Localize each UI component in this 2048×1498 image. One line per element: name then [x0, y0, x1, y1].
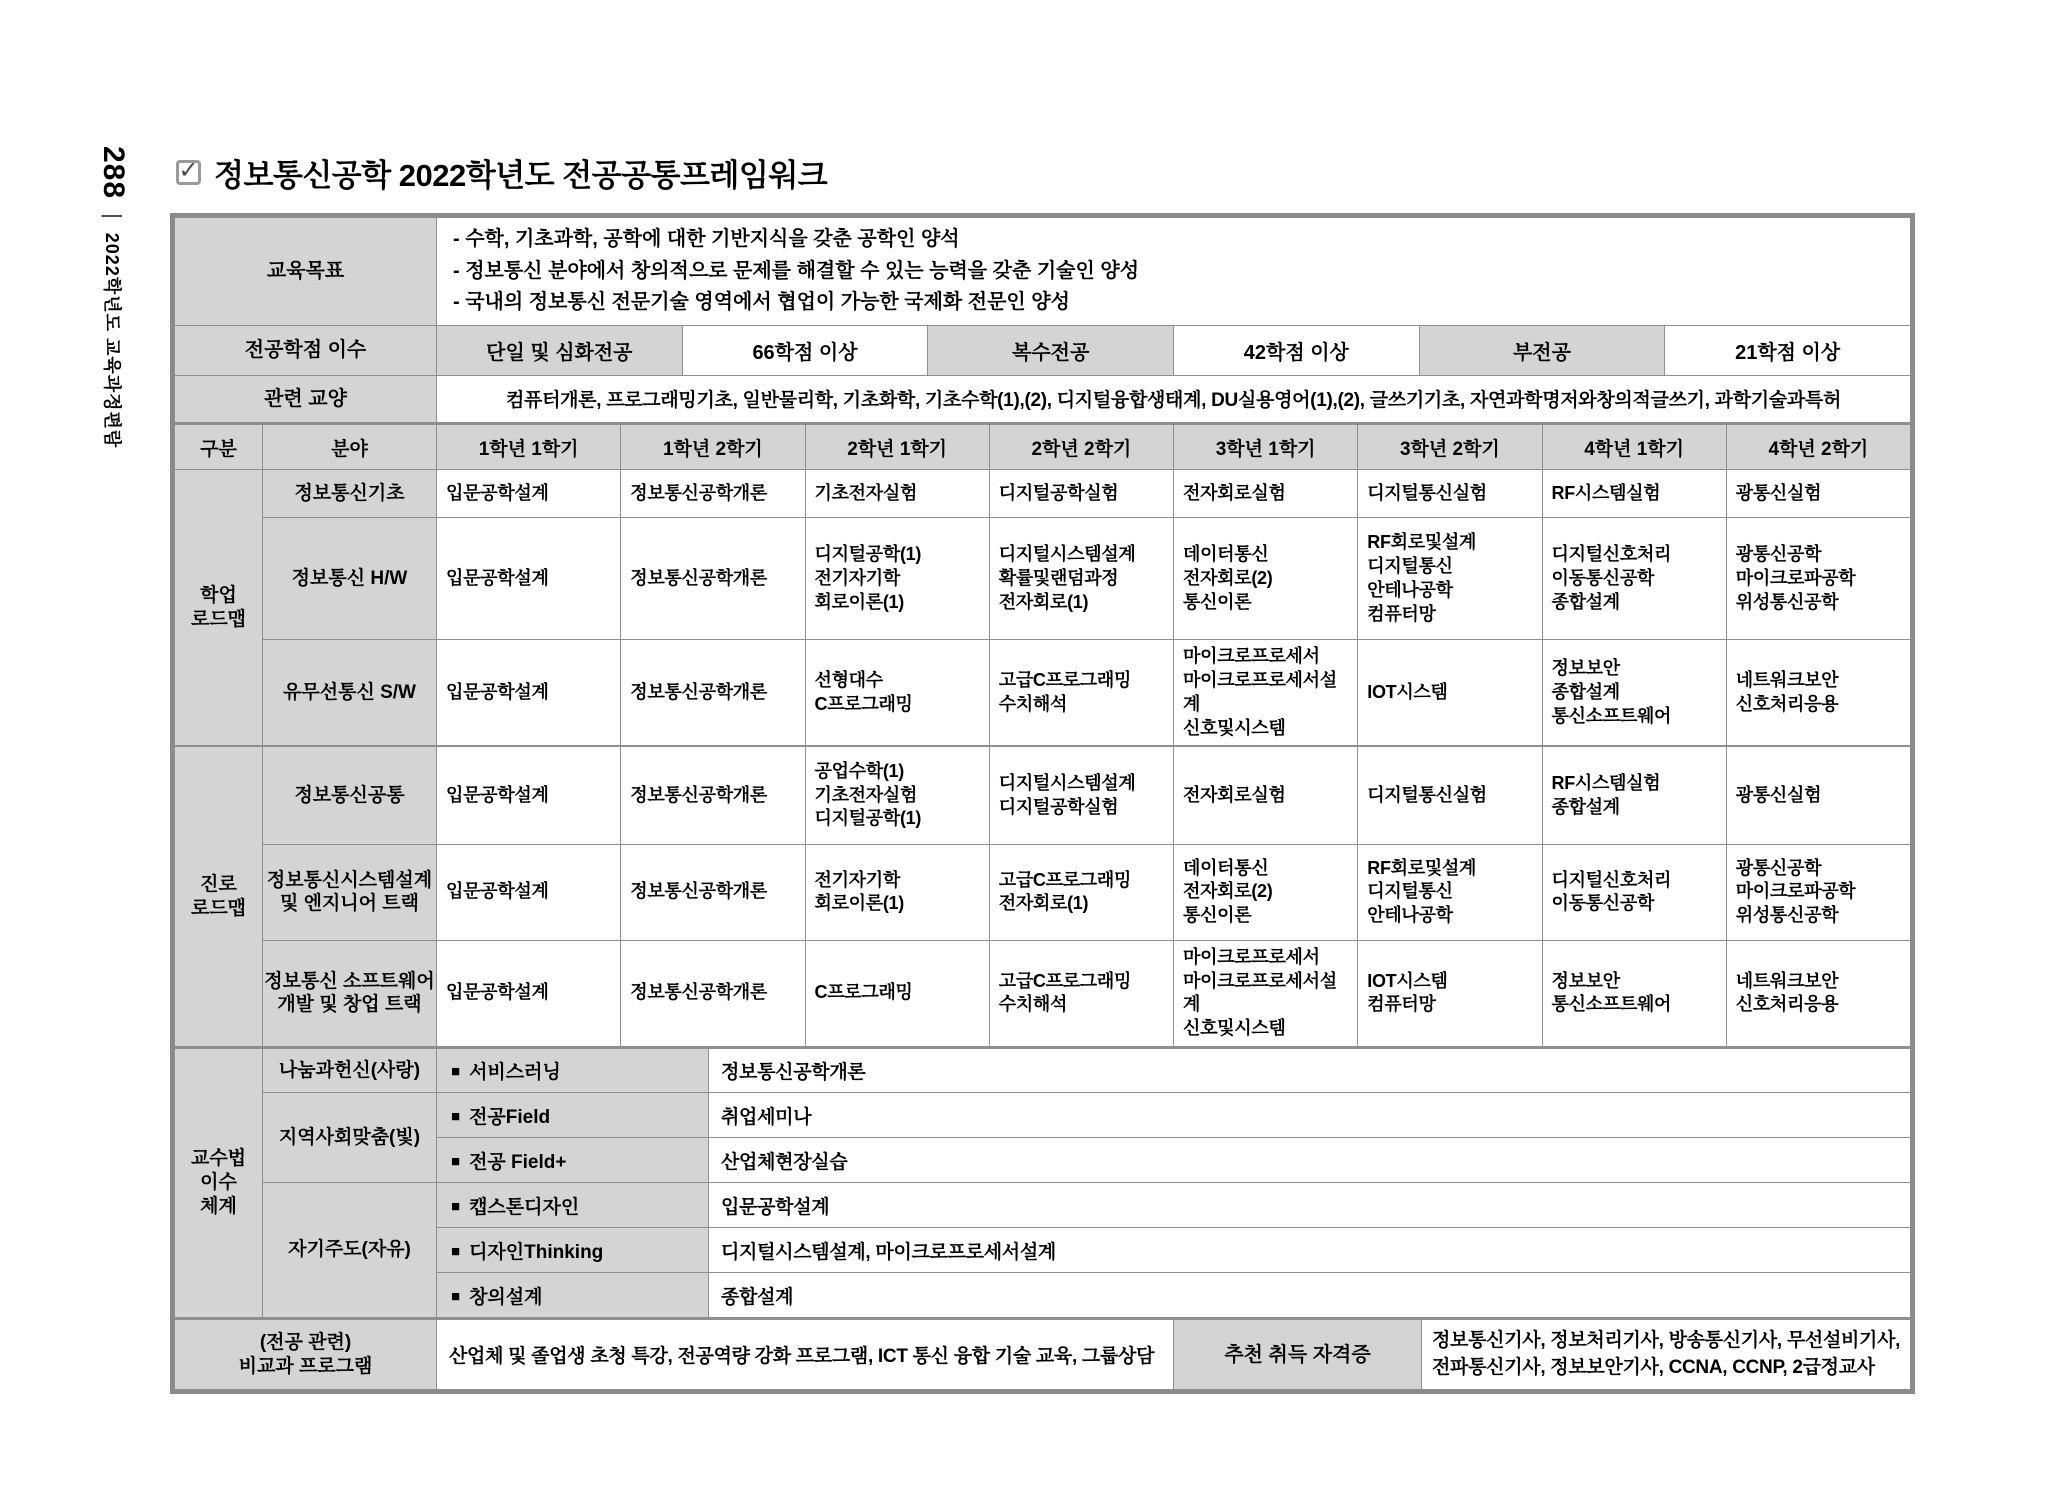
course-cell: 디지털공학실험 [989, 470, 1173, 518]
table-row [175, 844, 1911, 940]
course-cell: IOT시스템 컴퓨터망 [1358, 940, 1542, 1046]
grid-header-row [175, 424, 1911, 470]
course-cell: 입문공학설계 [437, 940, 621, 1046]
course-cell: 전기자기학 회로이론(1) [805, 844, 989, 940]
col-header: 구분 [175, 424, 263, 470]
table-row [175, 1048, 1911, 1093]
field-label: 자기주도(자유) [263, 1183, 437, 1318]
course-cell: 입문공학설계 [437, 844, 621, 940]
field-label: 정보통신 H/W [263, 518, 437, 640]
course-cell: 광통신실험 [1726, 746, 1910, 844]
teaching-method-table [174, 1047, 1911, 1319]
method-label: 전공Field [469, 1106, 551, 1128]
method-course: 디지털시스템설계, 마이크로프로세서설계 [709, 1228, 1911, 1273]
liberal-arts-content: 컴퓨터개론, 프로그래밍기초, 일반물리학, 기초화학, 기초수학(1),(2), 디지털융합생태계, DU실용영어(1),(2), 글쓰기기초, 자연과학명저와창의적글쓰기, 과학기술과특허 [437, 375, 1911, 422]
course-cell: 광통신공학 마이크로파공학 위성통신공학 [1726, 518, 1910, 640]
course-cell: 디지털시스템설계 디지털공학실험 [989, 746, 1173, 844]
col-header: 3학년 1학기 [1174, 424, 1358, 470]
course-cell: 광통신공학 마이크로파공학 위성통신공학 [1726, 844, 1910, 940]
course-cell: 디지털공학(1) 전기자기학 회로이론(1) [805, 518, 989, 640]
course-cell: 정보통신공학개론 [621, 746, 805, 844]
credits-cell: 부전공 [1419, 325, 1665, 375]
method-cell [437, 1093, 709, 1138]
credits-cell: 66학점 이상 [682, 325, 928, 375]
method-label: 디자인Thinking [469, 1241, 604, 1263]
method-course: 입문공학설계 [709, 1183, 1911, 1228]
col-header: 4학년 2학기 [1726, 424, 1910, 470]
method-label: 서비스러닝 [469, 1062, 561, 1084]
spine-divider: | [101, 213, 126, 219]
course-cell: 데이터통신 전자회로(2) 통신이론 [1174, 518, 1358, 640]
method-cell [437, 1138, 709, 1183]
col-header: 4학년 1학기 [1542, 424, 1726, 470]
course-cell: 공업수학(1) 기초전자실험 디지털공학(1) [805, 746, 989, 844]
table-row [175, 1319, 1911, 1389]
field-label: 정보통신공통 [263, 746, 437, 844]
extracurricular-table [174, 1318, 1911, 1390]
course-cell: 전자회로실험 [1174, 470, 1358, 518]
col-header: 1학년 1학기 [437, 424, 621, 470]
method-course: 취업세미나 [709, 1093, 1911, 1138]
square-bullet-icon: ■ [451, 1287, 461, 1305]
edition-label: 2022학년도 교육과정편람 [102, 232, 122, 449]
square-bullet-icon: ■ [451, 1063, 461, 1081]
method-cell [437, 1183, 709, 1228]
field-label: 나눔과헌신(사랑) [263, 1048, 437, 1093]
course-cell: 정보통신공학개론 [621, 518, 805, 640]
course-cell: C프로그래밍 [805, 940, 989, 1046]
method-label: 전공 Field+ [469, 1151, 567, 1173]
method-label: 캡스톤디자인 [469, 1196, 580, 1218]
method-cell [437, 1228, 709, 1273]
col-header: 2학년 1학기 [805, 424, 989, 470]
course-cell: 전자회로실험 [1174, 746, 1358, 844]
liberal-arts-label: 관련 교양 [175, 375, 437, 422]
extracurricular-programs: 산업체 및 졸업생 초청 특강, 전공역량 강화 프로그램, ICT 통신 융합 기술 교육, 그룹상담 [437, 1319, 1174, 1389]
page-title: 정보통신공학 2022학년도 전공공통프레임워크 [214, 158, 828, 193]
course-cell: 광통신실험 [1726, 470, 1910, 518]
table-row [175, 940, 1911, 1046]
col-header: 분야 [263, 424, 437, 470]
field-label: 정보통신시스템설계 및 엔지니어 트랙 [263, 844, 437, 940]
credits-cell: 단일 및 심화전공 [437, 325, 683, 375]
checkbox-icon: ✓ [176, 160, 201, 185]
course-cell: 고급C프로그래밍 수치해석 [989, 940, 1173, 1046]
course-cell: 입문공학설계 [437, 470, 621, 518]
framework-table [170, 213, 1915, 1394]
course-cell: 고급C프로그래밍 전자회로(1) [989, 844, 1173, 940]
field-label: 정보통신기초 [263, 470, 437, 518]
field-label: 유무선통신 S/W [263, 640, 437, 747]
credits-cell: 42학점 이상 [1173, 325, 1419, 375]
course-cell: 디지털시스템설계 확률및랜덤과정 전자회로(1) [989, 518, 1173, 640]
recommended-certs-label: 추천 취득 자격증 [1174, 1319, 1422, 1389]
method-course: 종합설계 [709, 1273, 1911, 1318]
top-info-table [174, 217, 1911, 423]
course-cell: 마이크로프로세서 마이크로프로세서설계 신호및시스템 [1174, 940, 1358, 1046]
course-cell: 정보통신공학개론 [621, 470, 805, 518]
section-label-teaching-method: 교수법 이수 체계 [175, 1048, 263, 1318]
method-label: 창의설계 [469, 1286, 543, 1308]
col-header: 2학년 2학기 [989, 424, 1173, 470]
page-margin-spine [96, 146, 130, 448]
course-cell: IOT시스템 [1358, 640, 1542, 747]
course-cell: 정보통신공학개론 [621, 640, 805, 747]
course-cell: RF회로및설계 디지털통신 안테나공학 [1358, 844, 1542, 940]
page-number: 288 [97, 146, 130, 200]
square-bullet-icon: ■ [451, 1242, 461, 1260]
course-cell: RF시스템실험 종합설계 [1542, 746, 1726, 844]
roadmap-table [174, 423, 1911, 1047]
section-label-academic-roadmap: 학업 로드맵 [175, 470, 263, 747]
course-cell: 디지털통신실험 [1358, 470, 1542, 518]
course-cell: 마이크로프로세서 마이크로프로세서설계 신호및시스템 [1174, 640, 1358, 747]
course-cell: 정보통신공학개론 [621, 844, 805, 940]
method-cell [437, 1048, 709, 1093]
method-course: 산업체현장실습 [709, 1138, 1911, 1183]
course-cell: 정보보안 종합설계 통신소프트웨어 [1542, 640, 1726, 747]
course-cell: 디지털신호처리 이동통신공학 종합설계 [1542, 518, 1726, 640]
field-label: 정보통신 소프트웨어 개발 및 창업 트랙 [263, 940, 437, 1046]
course-cell: 데이터통신 전자회로(2) 통신이론 [1174, 844, 1358, 940]
table-row [175, 470, 1911, 518]
course-cell: 디지털통신실험 [1358, 746, 1542, 844]
course-cell: 고급C프로그래밍 수치해석 [989, 640, 1173, 747]
col-header: 1학년 2학기 [621, 424, 805, 470]
table-row [175, 1183, 1911, 1228]
extracurricular-label: (전공 관련) 비교과 프로그램 [175, 1319, 437, 1389]
credits-cell: 21학점 이상 [1665, 325, 1911, 375]
credits-label: 전공학점 이수 [175, 325, 437, 375]
section-label-career-roadmap: 진로 로드맵 [175, 746, 263, 1046]
title-bar [176, 150, 827, 195]
goals-label: 교육목표 [175, 218, 437, 326]
square-bullet-icon: ■ [451, 1107, 461, 1125]
course-cell: 네트워크보안 신호처리응용 [1726, 640, 1910, 747]
course-cell: 기초전자실험 [805, 470, 989, 518]
table-row [175, 518, 1911, 640]
course-cell: 입문공학설계 [437, 640, 621, 747]
course-cell: 입문공학설계 [437, 518, 621, 640]
course-cell: RF시스템실험 [1542, 470, 1726, 518]
course-cell: 정보보안 통신소프트웨어 [1542, 940, 1726, 1046]
course-cell: 디지털신호처리 이동통신공학 [1542, 844, 1726, 940]
col-header: 3학년 2학기 [1358, 424, 1542, 470]
method-course: 정보통신공학개론 [709, 1048, 1911, 1093]
method-cell [437, 1273, 709, 1318]
course-cell: 선형대수 C프로그래밍 [805, 640, 989, 747]
table-row [175, 1093, 1911, 1138]
course-cell: 입문공학설계 [437, 746, 621, 844]
course-cell: 정보통신공학개론 [621, 940, 805, 1046]
table-row [175, 640, 1911, 747]
field-label: 지역사회맞춤(빛) [263, 1093, 437, 1183]
credits-cell: 복수전공 [928, 325, 1174, 375]
recommended-certs-list: 정보통신기사, 정보처리기사, 방송통신기사, 무선설비기사, 전파통신기사, 정보보안기사, CCNA, CCNP, 2급정교사 [1422, 1319, 1911, 1389]
course-cell: 네트워크보안 신호처리응용 [1726, 940, 1910, 1046]
table-row [175, 746, 1911, 844]
square-bullet-icon: ■ [451, 1152, 461, 1170]
course-cell: RF회로및설계 디지털통신 안테나공학 컴퓨터망 [1358, 518, 1542, 640]
square-bullet-icon: ■ [451, 1197, 461, 1215]
goals-content: - 수학, 기초과학, 공학에 대한 기반지식을 갖춘 공학인 양석 - 정보통신 분야에서 창의적으로 문제를 해결할 수 있는 능력을 갖춘 기술인 양성 - 국내의 정보통신 전문기술 영역에서 협업이 가능한 국제화 전문인 양성 [437, 218, 1911, 326]
